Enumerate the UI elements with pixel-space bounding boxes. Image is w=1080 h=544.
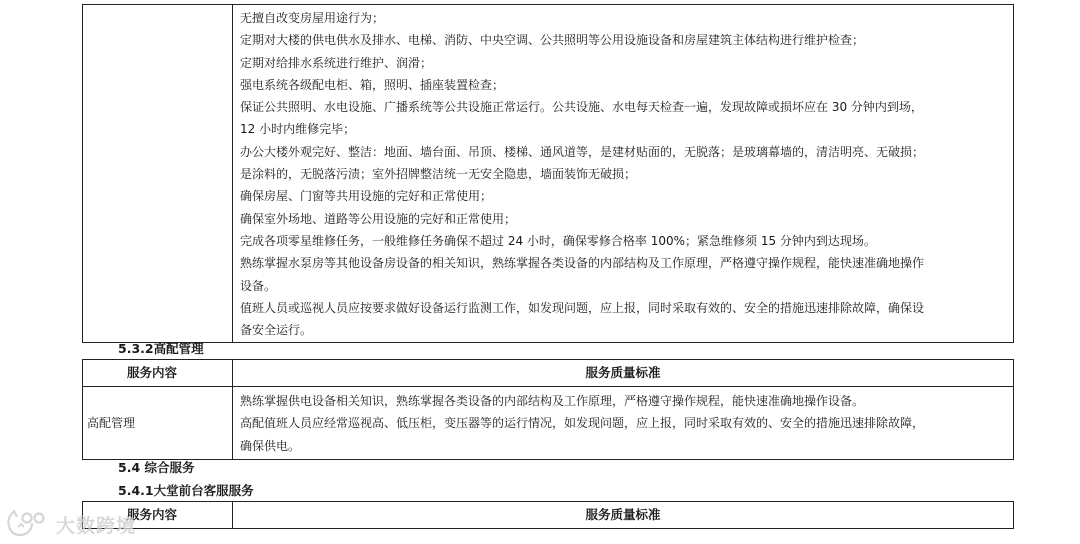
standard-line: 确保室外场地、道路等公用设施的完好和正常使用； [240,211,517,226]
table-row [83,5,1014,343]
cat-face-logo-icon [6,510,50,538]
standard-line: 备安全运行。 [240,323,313,338]
section-heading-5-4: 5.4 综合服务 [118,460,195,475]
table-header-row [83,360,1014,387]
standard-line: 值班人员或巡视人员应按要求做好设备运行监测工作，如发现问题，应上报，同时采取有效的、安全的措施迅速排除故障，确保设 [240,300,925,315]
watermark-text: 大数跨境 [56,514,137,537]
table-row [83,387,1014,460]
standard-line: 是涂料的，无脱落污渍；室外招牌整洁统一无安全隐患，墙面装饰无破损； [240,167,637,182]
standard-line: 强电系统各级配电柜、箱，照明、插座装置检查； [240,77,505,92]
header-service-content: 服务内容 [83,360,233,387]
lobby-service-table [82,501,1014,529]
standard-line: 定期对给排水系统进行维护、润滑； [240,55,433,70]
standard-line: 确保房屋、门窗等共用设施的完好和正常使用； [240,189,493,204]
watermark [6,510,136,538]
standard-line: 高配值班人员应经常巡视高、低压柜，变压器等的运行情况，如发现问题，应上报，同时采取有效的、安全的措施迅速排除故障， [240,416,925,431]
row-label-high-voltage: 高配管理 [83,387,233,460]
standard-line: 设备。 [240,278,277,293]
standard-line: 熟练掌握水泵房等其他设备房设备的相关知识，熟练掌握各类设备的内部结构及工作原理，严格遵守操作规程，能快速准确地操作 [240,256,925,271]
header-quality-standard: 服务质量标准 [233,502,1014,529]
standard-line: 确保供电。 [240,438,301,453]
standard-line: 保证公共照明、水电设施、广播系统等公共设施正常运行。公共设施、水电每天检查一遍，发现故障或损坏应在 30 分钟内到场， [240,100,923,115]
standard-line: 办公大楼外观完好、整洁：地面、墙台面、吊顶、楼梯、通风道等，是建材贴面的，无脱落；是玻璃幕墙的，清洁明亮、无破损； [240,144,925,159]
standard-line: 完成各项零星维修任务，一般维修任务确保不超过 24 小时，确保零修合格率 100%；紧急维修须 15 分钟内到达现场。 [240,233,876,248]
section-heading-5-4-1: 5.4.1大堂前台客服服务 [118,483,254,498]
standard-line: 定期对大楼的供电供水及排水、电梯、消防、中央空调、公共照明等公用设施设备和房屋建筑主体结构进行维护检查； [240,33,865,48]
service-content-cell [83,5,233,343]
standard-line: 无擅自改变房屋用途行为； [240,11,385,25]
high-voltage-table [82,359,1014,460]
quality-standard-cell [233,387,1014,460]
table-header-row [83,502,1014,529]
standard-line: 熟练掌握供电设备相关知识，熟练掌握各类设备的内部结构及工作原理，严格遵守操作规程，能快速准确地操作设备。 [240,394,865,408]
header-quality-standard: 服务质量标准 [233,360,1014,387]
quality-standard-cell [233,5,1014,343]
standard-line: 12 小时内维修完毕； [240,122,356,137]
header-service-content: 服务内容 [83,502,233,529]
section-heading-5-3-2: 5.3.2高配管理 [118,341,204,356]
facility-maintenance-table [82,4,1014,343]
